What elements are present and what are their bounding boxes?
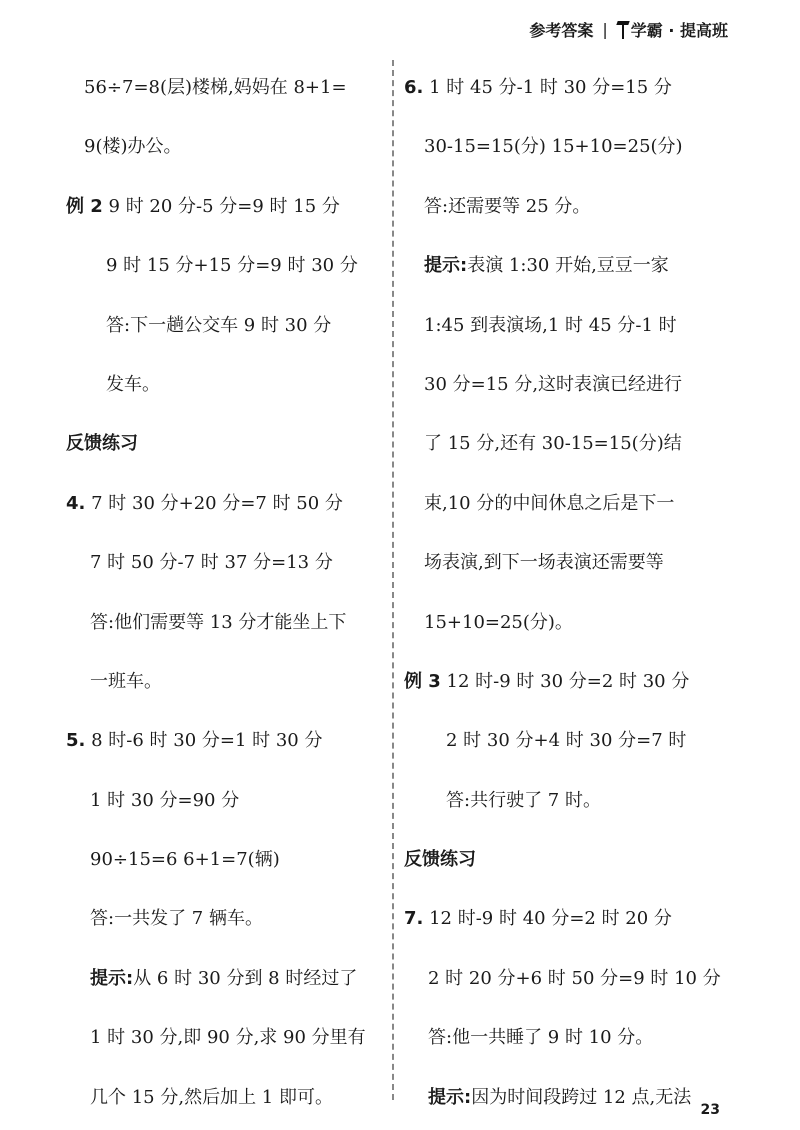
line-text: 30-15=15(分) 15+10=25(分) <box>424 136 683 158</box>
left-text-line <box>66 236 386 295</box>
bold-label: 6. <box>404 77 424 98</box>
line-text: 了 15 分,还有 30-15=15(分)结 <box>424 433 682 455</box>
right-text-line <box>404 177 734 236</box>
left-text-line <box>66 355 386 414</box>
left-text-line <box>66 889 386 948</box>
right-text-line <box>404 593 734 652</box>
line-text: 9(楼)办公。 <box>84 136 182 158</box>
right-text-line <box>404 58 734 117</box>
left-column <box>66 58 386 1127</box>
line-text: 几个 15 分,然后加上 1 即可。 <box>90 1086 333 1108</box>
left-text-line <box>66 474 386 533</box>
line-text: 答:还需要等 25 分。 <box>424 195 591 217</box>
line-text: 12 时-9 时 40 分=2 时 20 分 <box>423 908 672 930</box>
line-text: 1 时 30 分,即 90 分,求 90 分里有 <box>90 1027 366 1049</box>
line-text: 因为时间段跨过 12 点,无法 <box>471 1086 692 1108</box>
right-text-line <box>404 414 734 473</box>
line-text: 7 时 50 分-7 时 37 分=13 分 <box>90 552 333 574</box>
page-header <box>529 18 728 41</box>
right-text-line <box>404 652 734 711</box>
header-answer-label: 参考答案 <box>529 21 594 40</box>
line-text: 12 时-9 时 30 分=2 时 30 分 <box>440 670 690 692</box>
line-text: 2 时 30 分+4 时 30 分=7 时 <box>446 730 687 752</box>
left-text-line <box>66 771 386 830</box>
left-text-line <box>66 949 386 1008</box>
line-text: 9 时 20 分-5 分=9 时 15 分 <box>102 195 340 217</box>
right-text-line <box>404 889 734 948</box>
line-text: 56÷7=8(层)楼梯,妈妈在 8+1= <box>84 77 347 98</box>
bold-label: 提示: <box>428 1086 472 1108</box>
left-text-line <box>66 830 386 889</box>
line-text: 答:共行驶了 7 时。 <box>446 789 601 811</box>
right-text-line <box>404 949 734 1008</box>
bold-label: 反馈练习 <box>66 433 138 455</box>
line-text: 一班车。 <box>90 670 162 692</box>
line-text: 从 6 时 30 分到 8 时经过了 <box>133 967 358 989</box>
brand-logo-icon <box>617 21 629 39</box>
left-text-line <box>66 1008 386 1067</box>
right-text-line <box>404 830 734 889</box>
left-text-line <box>66 1068 386 1127</box>
line-text: 发车。 <box>106 373 160 395</box>
right-text-line <box>404 1068 734 1127</box>
bold-label: 提示: <box>424 255 468 277</box>
left-text-line <box>66 177 386 236</box>
line-text: 表演 1:30 开始,豆豆一家 <box>467 255 669 277</box>
right-text-line <box>404 474 734 533</box>
left-text-line <box>66 58 386 117</box>
right-text-line <box>404 296 734 355</box>
bold-label: 提示: <box>90 967 134 989</box>
line-text: 7 时 30 分+20 分=7 时 50 分 <box>85 492 343 514</box>
bold-label: 例 3 <box>404 670 441 692</box>
bold-label: 例 2 <box>66 195 103 217</box>
column-divider <box>392 60 394 1100</box>
header-separator: | <box>602 20 608 39</box>
left-text-line <box>66 652 386 711</box>
right-column <box>404 58 734 1127</box>
bold-label: 7. <box>404 908 424 930</box>
left-text-line <box>66 711 386 770</box>
bold-label: 4. <box>66 492 86 514</box>
right-text-line <box>404 533 734 592</box>
line-text: 答:一共发了 7 辆车。 <box>90 908 263 930</box>
line-text: 30 分=15 分,这时表演已经进行 <box>424 373 683 395</box>
left-text-line <box>66 593 386 652</box>
line-text: 1 时 30 分=90 分 <box>90 789 240 811</box>
line-text: 8 时-6 时 30 分=1 时 30 分 <box>85 730 323 752</box>
bold-label: 5. <box>66 730 86 752</box>
line-text: 束,10 分的中间休息之后是下一 <box>424 492 675 514</box>
line-text: 1 时 45 分-1 时 30 分=15 分 <box>423 77 672 98</box>
left-text-line <box>66 414 386 473</box>
line-text: 场表演,到下一场表演还需要等 <box>424 552 664 574</box>
left-text-line <box>66 533 386 592</box>
right-text-line <box>404 355 734 414</box>
right-text-line <box>404 117 734 176</box>
line-text: 1:45 到表演场,1 时 45 分-1 时 <box>424 314 677 336</box>
bold-label: 反馈练习 <box>404 849 476 871</box>
line-text: 答:他们需要等 13 分才能坐上下 <box>90 611 347 633</box>
line-text: 答:他一共睡了 9 时 10 分。 <box>428 1027 654 1049</box>
line-text: 15+10=25(分)。 <box>424 611 573 633</box>
header-brand: 学霸 · 提高班 <box>630 21 728 40</box>
line-text: 答:下一趟公交车 9 时 30 分 <box>106 314 332 336</box>
right-text-line <box>404 236 734 295</box>
left-text-line <box>66 117 386 176</box>
right-text-line <box>404 1008 734 1067</box>
left-text-line <box>66 296 386 355</box>
right-text-line <box>404 711 734 770</box>
line-text: 90÷15=6 6+1=7(辆) <box>90 849 280 871</box>
line-text: 9 时 15 分+15 分=9 时 30 分 <box>106 255 358 277</box>
page-number: 23 <box>700 1102 720 1118</box>
line-text: 2 时 20 分+6 时 50 分=9 时 10 分 <box>428 967 721 989</box>
right-text-line <box>404 771 734 830</box>
